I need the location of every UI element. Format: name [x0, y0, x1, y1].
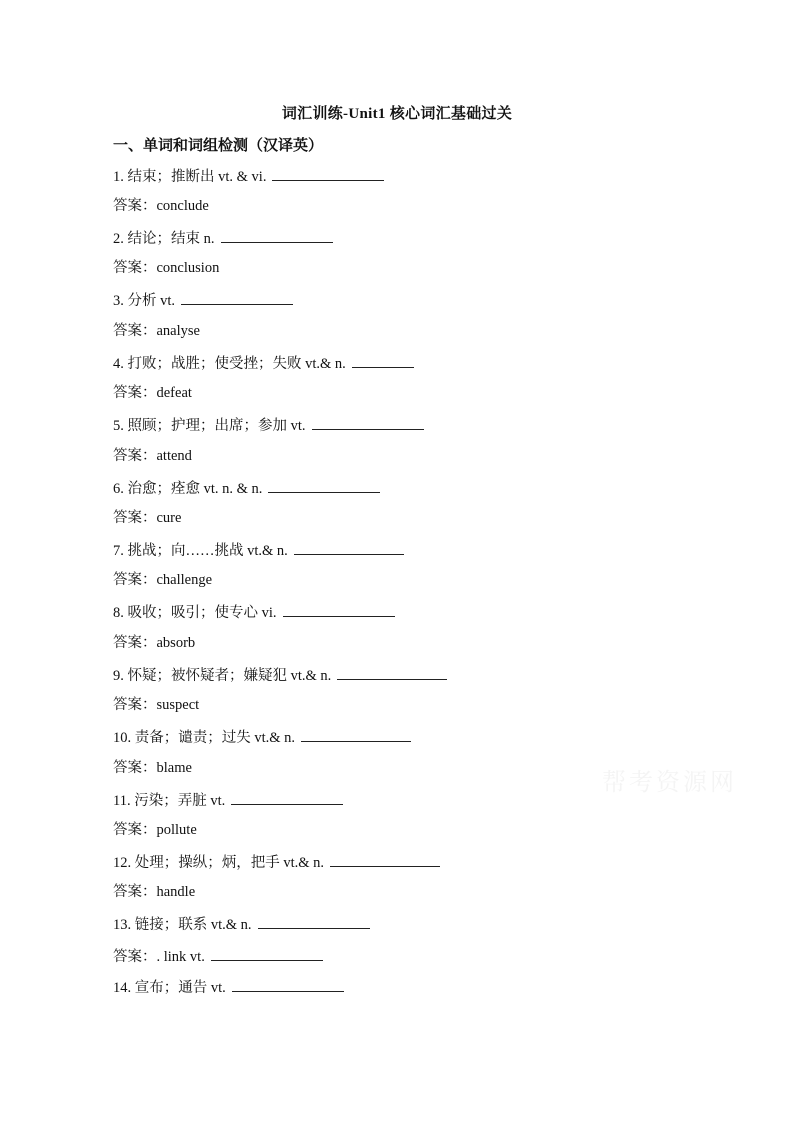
answer-blank — [301, 727, 411, 742]
question-line — [113, 914, 370, 934]
answer-blank — [268, 478, 380, 493]
question-prompt: 10. 责备；谴责；过失 vt.& n. — [113, 730, 296, 746]
answer-line — [113, 634, 195, 652]
question-line — [113, 790, 343, 810]
answer-text: challenge — [156, 572, 213, 588]
question-line — [113, 353, 414, 373]
answer-line — [113, 821, 197, 839]
answer-label: 答案： — [113, 448, 157, 464]
answer-text: conclusion — [156, 260, 220, 276]
question-prompt: 5. 照顾；护理；出席；参加 vt. — [113, 418, 306, 434]
answer-text: pollute — [156, 822, 197, 838]
answer-text: absorb — [156, 635, 196, 651]
answer-label: 答案： — [113, 198, 157, 214]
answer-blank — [283, 602, 395, 617]
question-line — [113, 665, 447, 685]
answer-line — [113, 571, 212, 589]
section-heading: 一、单词和词组检测（汉译英） — [113, 138, 324, 154]
answer-label: 答案： — [113, 635, 157, 651]
question-line — [113, 166, 384, 186]
answer-blank — [272, 166, 384, 181]
answer-blank — [221, 228, 333, 243]
answer-blank — [181, 290, 293, 305]
question-prompt: 4. 打败；战胜；使受挫；失败 vt.& n. — [113, 356, 346, 372]
question-line — [113, 977, 344, 997]
answer-line — [113, 509, 181, 527]
answer-text: defeat — [156, 385, 192, 401]
answer-label: 答案： — [113, 884, 157, 900]
answer-blank — [294, 540, 404, 555]
answer-text: blame — [156, 760, 192, 776]
answer-blank — [352, 353, 414, 368]
question-line — [113, 228, 333, 248]
answer-line — [113, 259, 219, 277]
answer-text: conclude — [156, 198, 209, 214]
question-prompt: 11. 污染；弄脏 vt. — [113, 793, 226, 809]
answer-label: 答案： — [113, 510, 157, 526]
question-prompt: 3. 分析 vt. — [113, 293, 176, 309]
question-line — [113, 478, 380, 498]
question-prompt: 9. 怀疑；被怀疑者；嫌疑犯 vt.& n. — [113, 668, 332, 684]
answer-text: analyse — [156, 323, 200, 339]
answer-blank — [232, 977, 344, 992]
question-prompt: 6. 治愈；痊愈 vt. n. & n. — [113, 481, 263, 497]
question-line — [113, 290, 293, 310]
answer-line — [113, 696, 199, 714]
answer-label: 答案： — [113, 760, 157, 776]
question-prompt: 12. 处理；操纵；炳，把手 vt.& n. — [113, 855, 325, 871]
watermark: 帮考资源网 — [602, 768, 737, 796]
answer-text: cure — [156, 510, 182, 526]
question-line — [113, 415, 424, 435]
answer-text: attend — [156, 448, 192, 464]
answer-blank — [211, 946, 323, 961]
answer-label: 答案： — [113, 822, 157, 838]
question-prompt: 7. 挑战；向……挑战 vt.& n. — [113, 543, 288, 559]
answer-text: handle — [156, 884, 196, 900]
question-line — [113, 602, 395, 622]
question-prompt: 14. 宣布；通告 vt. — [113, 980, 226, 996]
answer-label: 答案： — [113, 260, 157, 276]
answer-line — [113, 759, 192, 777]
question-line — [113, 727, 411, 747]
answer-label: 答案： — [113, 572, 157, 588]
answer-label: 答案： — [113, 323, 157, 339]
answer-blank — [337, 665, 447, 680]
answer-blank — [231, 790, 343, 805]
answer-text: suspect — [156, 697, 200, 713]
page-title: 词汇训练-Unit1 核心词汇基础过关 — [281, 106, 513, 122]
answer-line — [113, 883, 195, 901]
answer-line — [113, 946, 323, 966]
answer-label: 答案： — [113, 949, 157, 965]
answer-label: 答案： — [113, 697, 157, 713]
answer-blank — [258, 914, 370, 929]
answer-line — [113, 384, 192, 402]
answer-line — [113, 322, 200, 340]
question-prompt: 2. 结论；结束 n. — [113, 231, 215, 247]
answer-label: 答案： — [113, 385, 157, 401]
question-prompt: 13. 链接；联系 vt.& n. — [113, 917, 252, 933]
answer-line — [113, 447, 192, 465]
answer-line — [113, 197, 209, 215]
answer-blank — [312, 415, 424, 430]
answer-text: . link vt. — [156, 949, 205, 965]
question-prompt: 8. 吸收；吸引；使专心 vi. — [113, 605, 277, 621]
question-prompt: 1. 结束；推断出 vt. & vi. — [113, 169, 267, 185]
question-line — [113, 852, 440, 872]
question-line — [113, 540, 404, 560]
answer-blank — [330, 852, 440, 867]
